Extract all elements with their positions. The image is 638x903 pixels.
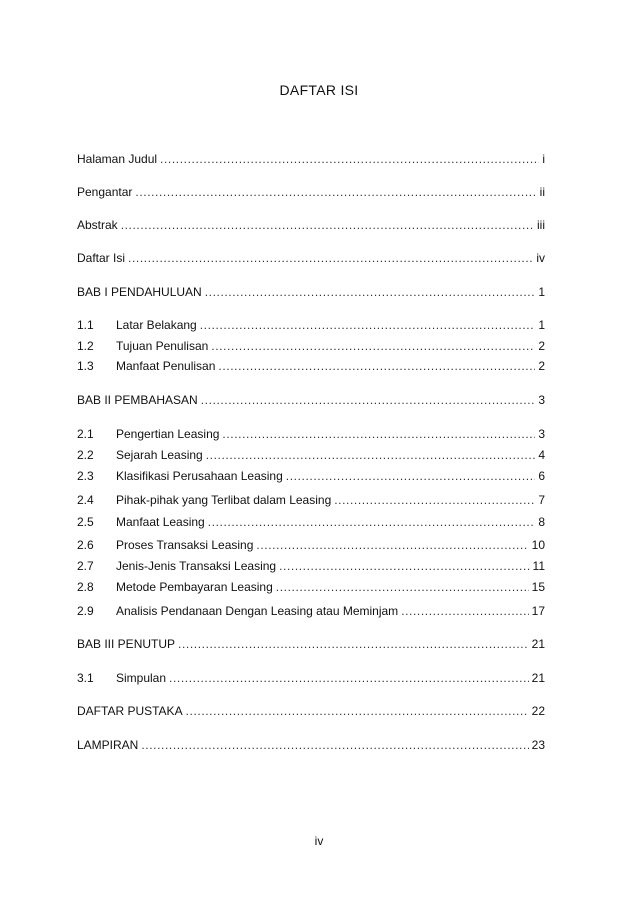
dot-leader xyxy=(128,251,533,265)
toc-entry xyxy=(77,218,545,234)
toc-entry xyxy=(77,671,545,687)
toc-entry-number: 2.9 xyxy=(77,604,94,618)
dot-leader xyxy=(279,559,529,573)
toc-entry xyxy=(77,339,545,355)
toc-entry-label: BAB III PENUTUP xyxy=(77,637,176,651)
toc-entry-page: 23 xyxy=(531,738,545,752)
dot-leader xyxy=(276,580,529,594)
dot-leader xyxy=(256,538,528,552)
dot-leader xyxy=(211,339,535,353)
toc-entry xyxy=(77,469,545,485)
toc-entry-label: Pihak-pihak yang Terlibat dalam Leasing xyxy=(116,493,332,507)
toc-entry-label: Manfaat Leasing xyxy=(116,515,205,529)
toc-entry xyxy=(77,285,545,301)
toc-entry-page: 2 xyxy=(538,359,545,373)
dot-leader xyxy=(135,185,536,199)
toc-entry-label: BAB I PENDAHULUAN xyxy=(77,285,202,299)
toc-entry-page: 1 xyxy=(538,285,545,299)
toc-entry-number: 2.3 xyxy=(77,469,94,483)
toc-entry-number: 3.1 xyxy=(77,671,94,685)
dot-leader xyxy=(218,359,535,373)
toc-entry-page: 1 xyxy=(538,318,545,332)
toc-entry xyxy=(77,637,545,653)
toc-entry-page: i xyxy=(542,152,545,166)
dot-leader xyxy=(401,604,528,618)
toc-entry-page: 3 xyxy=(538,393,545,407)
toc-entry xyxy=(77,738,545,754)
toc-entry xyxy=(77,704,545,720)
dot-leader xyxy=(178,637,529,651)
toc-entry xyxy=(77,185,545,201)
dot-leader xyxy=(208,515,536,529)
toc-entry-page: 6 xyxy=(538,469,545,483)
toc-entry-page: ii xyxy=(539,185,545,199)
toc-entry-number: 2.6 xyxy=(77,538,94,552)
dot-leader xyxy=(141,738,528,752)
toc-entry-label: LAMPIRAN xyxy=(77,738,139,752)
toc-entry-label: Analisis Pendanaan Dengan Leasing atau Meminjam xyxy=(116,604,399,618)
dot-leader xyxy=(222,427,535,441)
toc-entry-page: 17 xyxy=(531,604,545,618)
toc-entry-label: Klasifikasi Perusahaan Leasing xyxy=(116,469,283,483)
toc-entry-label: Daftar Isi xyxy=(77,251,126,265)
toc-entry-page: 3 xyxy=(538,427,545,441)
dot-leader xyxy=(186,704,529,718)
toc-entry-number: 2.7 xyxy=(77,559,94,573)
toc-entry-number: 1.1 xyxy=(77,318,94,332)
dot-leader xyxy=(200,318,536,332)
toc-entry-label: Manfaat Penulisan xyxy=(116,359,216,373)
toc-entry-label: Metode Pembayaran Leasing xyxy=(116,580,273,594)
toc-entry-number: 1.2 xyxy=(77,339,94,353)
dot-leader xyxy=(201,393,536,407)
page-title: DAFTAR ISI xyxy=(279,82,359,98)
toc-entry-number: 2.5 xyxy=(77,515,94,529)
toc-entry-page: 8 xyxy=(538,515,545,529)
toc-entry-page: iv xyxy=(536,251,545,265)
toc-entry xyxy=(77,580,545,596)
toc-entry xyxy=(77,393,545,409)
toc-entry-label: Pengantar xyxy=(77,185,133,199)
toc-entry xyxy=(77,427,545,443)
dot-leader xyxy=(121,218,534,232)
toc-entry-label: Halaman Judul xyxy=(77,152,158,166)
toc-entry-page: 2 xyxy=(538,339,545,353)
dot-leader xyxy=(334,493,535,507)
toc-entry xyxy=(77,559,545,575)
toc-entry xyxy=(77,152,545,168)
toc-entry-label: Simpulan xyxy=(116,671,167,685)
toc-entry-label: Pengertian Leasing xyxy=(116,427,220,441)
dot-leader xyxy=(160,152,539,166)
toc-entry-page: 21 xyxy=(531,671,545,685)
toc-entry-number: 2.1 xyxy=(77,427,94,441)
toc-entry-page: 21 xyxy=(531,637,545,651)
toc-entry-page: 4 xyxy=(538,448,545,462)
toc-entry-number: 2.8 xyxy=(77,580,94,594)
dot-leader xyxy=(169,671,529,685)
toc-entry-label: BAB II PEMBAHASAN xyxy=(77,393,198,407)
toc-entry xyxy=(77,538,545,554)
toc-entry-label: DAFTAR PUSTAKA xyxy=(77,704,183,718)
toc-entry xyxy=(77,318,545,334)
toc-entry-label: Latar Belakang xyxy=(116,318,197,332)
toc-entry xyxy=(77,515,545,531)
dot-leader xyxy=(286,469,536,483)
toc-entry xyxy=(77,359,545,375)
toc-entry-number: 2.2 xyxy=(77,448,94,462)
page-number: iv xyxy=(314,834,324,848)
toc-entry-number: 1.3 xyxy=(77,359,94,373)
toc-entry-page: 10 xyxy=(531,538,545,552)
toc-entry xyxy=(77,251,545,267)
toc-entry-label: Sejarah Leasing xyxy=(116,448,203,462)
toc-entry-page: 11 xyxy=(532,559,545,573)
toc-entry-label: Jenis-Jenis Transaksi Leasing xyxy=(116,559,277,573)
toc-entry-page: iii xyxy=(537,218,545,232)
toc-entry-label: Tujuan Penulisan xyxy=(116,339,209,353)
toc-entry-page: 15 xyxy=(531,580,545,594)
toc-entry-label: Proses Transaksi Leasing xyxy=(116,538,254,552)
toc-entry-page: 7 xyxy=(538,493,545,507)
toc-entry-page: 22 xyxy=(531,704,545,718)
dot-leader xyxy=(205,285,536,299)
toc-entry-label: Abstrak xyxy=(77,218,118,232)
toc-entry xyxy=(77,493,545,509)
toc-entry-number: 2.4 xyxy=(77,493,94,507)
toc-entry xyxy=(77,448,545,464)
dot-leader xyxy=(206,448,536,462)
toc-entry xyxy=(77,604,545,620)
